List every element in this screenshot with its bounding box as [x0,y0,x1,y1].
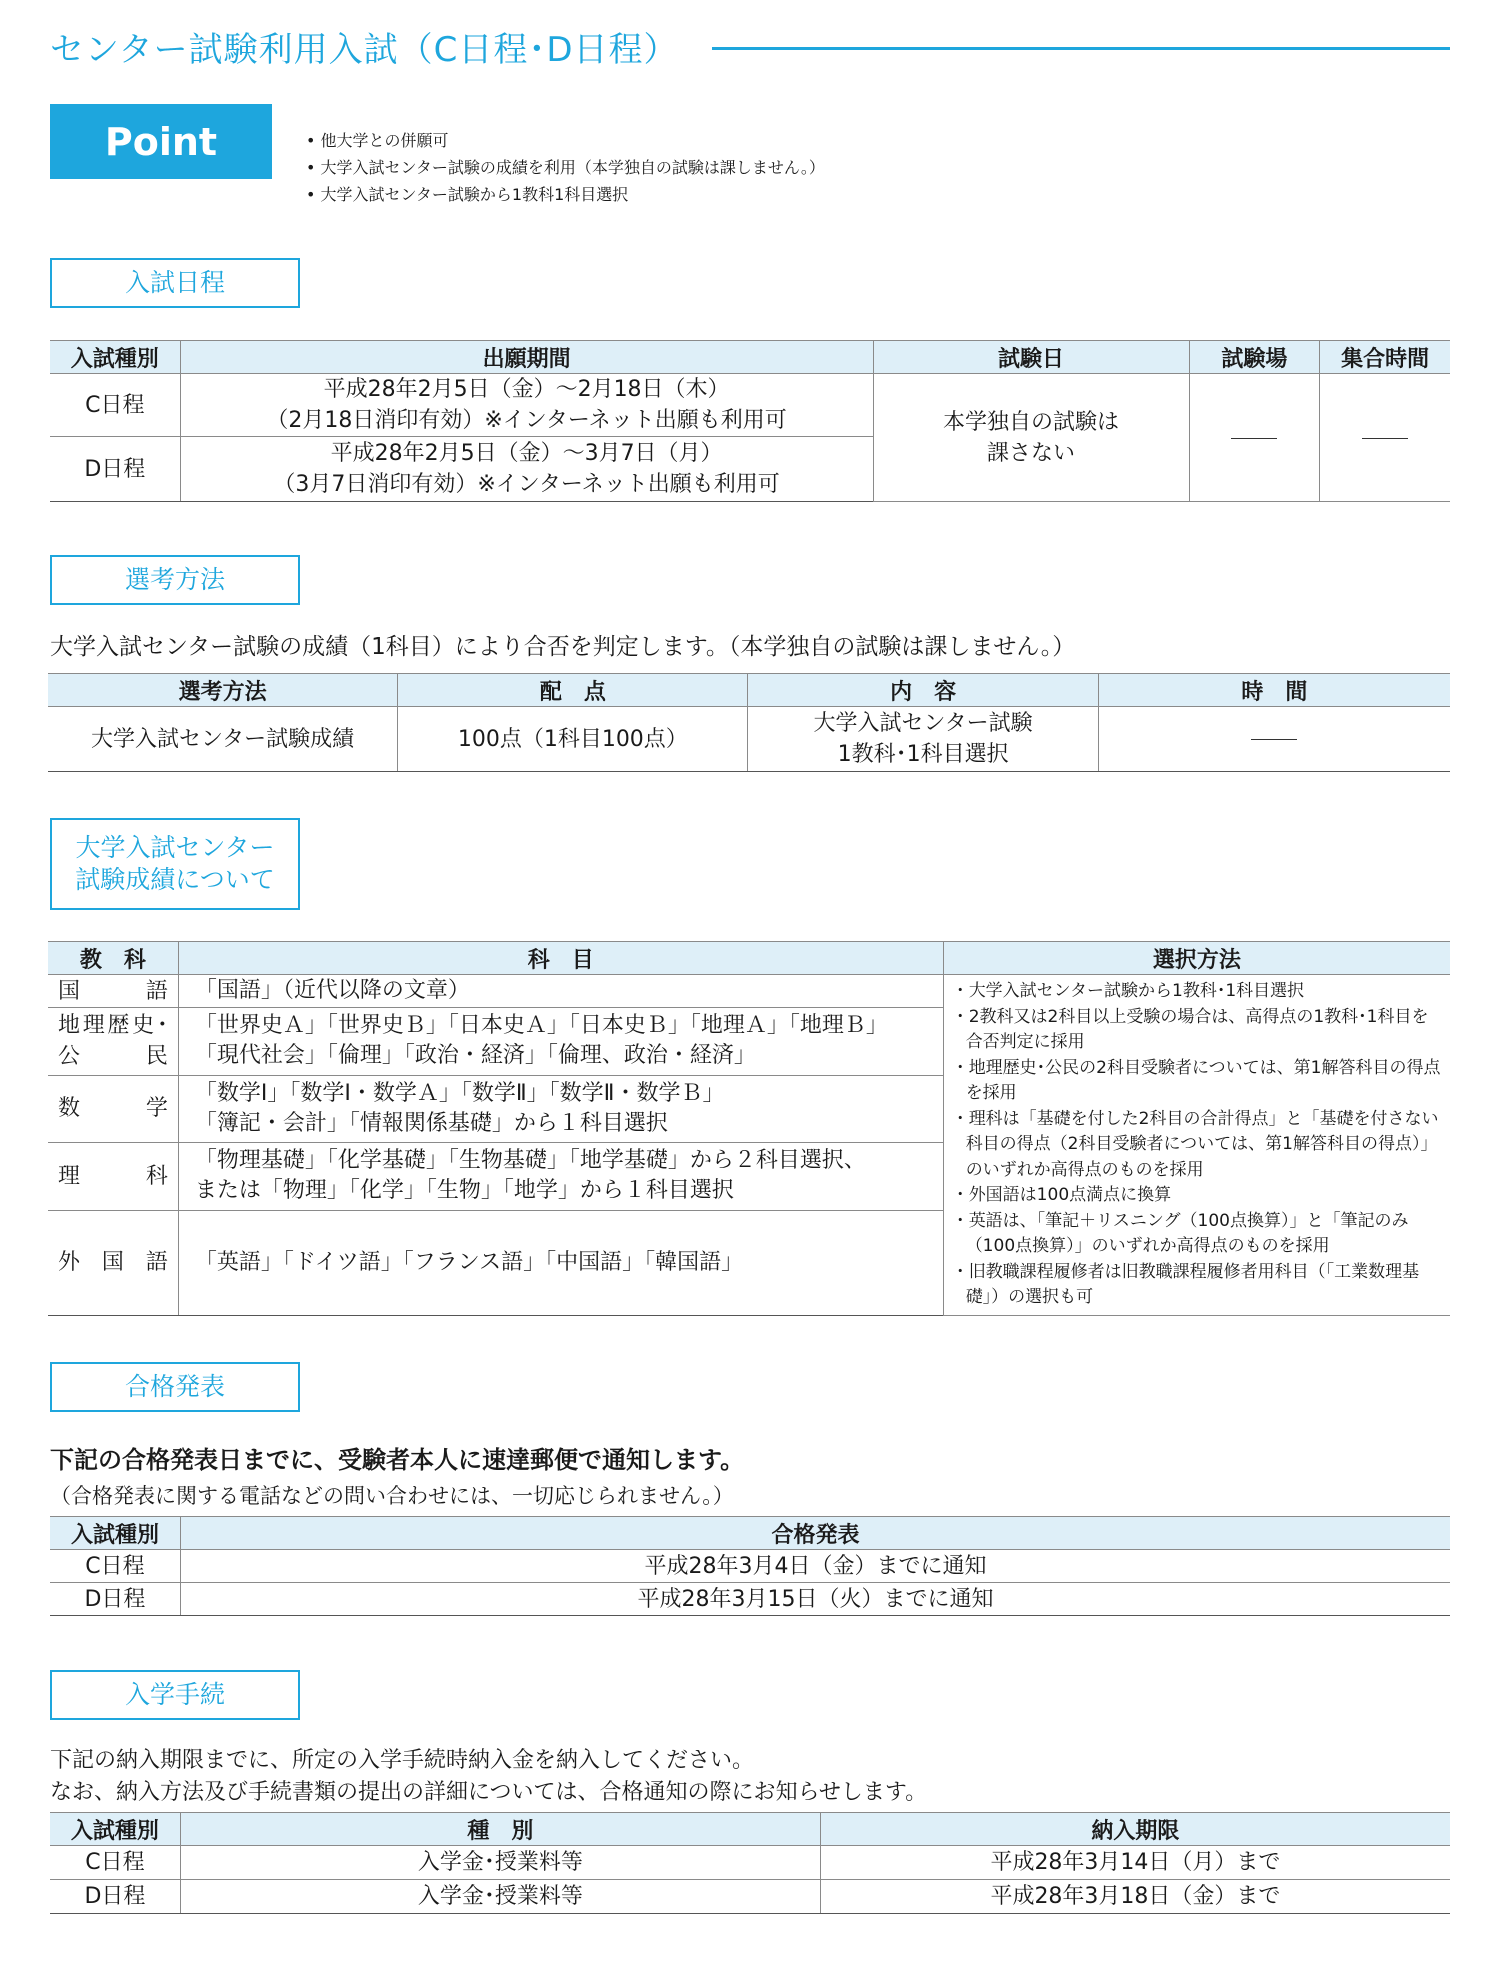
subject-line: 「現代社会」「倫理」「政治・経済」「倫理、政治・経済」 [194,1043,756,1069]
method-item: ・ 外国語は100点満点に換算 [952,1183,1442,1209]
period-line: 平成28年2月5日（金）～3月7日（月） [330,441,723,466]
exam-type: D日程 [50,1583,180,1616]
exam-day-line: 課さない [987,440,1076,466]
method: 大学入試センター試験成績 [48,707,398,772]
col-header: 選択方法 [943,942,1450,975]
col-header: 内 容 [748,674,1098,707]
table-row [50,1550,1450,1583]
method-item: ・ 理科は「基礎を付した2科目の合計得点」と「基礎を付さない科目の得点（2科目受験者については、第1解答科目の得点）」のいずれか高得点のものを採用 [952,1107,1442,1184]
announce-note: （合格発表に関する電話などの問い合わせには、一切応じられません。） [50,1484,734,1508]
announce-table [50,1516,1450,1616]
subject-category: 理科 [48,1143,178,1210]
exam-type: D日程 [50,1880,180,1914]
method-item: ・ 2教科又は2科目以上受験の場合は、高得点の1教科･1科目を合否判定に採用 [952,1005,1442,1056]
content-line: 大学入試センター試験 [813,711,1033,736]
schedule-table [50,340,1450,502]
table-row [48,707,1450,772]
enroll-intro-1: 下記の納入期限までに、所定の入学手続時納入金を納入してください。 [50,1748,755,1773]
exam-day [873,374,1189,502]
fee-kind: 入学金･授業料等 [180,1846,820,1880]
exam-type: D日程 [50,437,180,502]
col-header: 試験場 [1189,341,1320,374]
enroll-intro-2: なお、納入方法及び手続書類の提出の詳細については、合格通知の際にお知らせします。 [50,1780,928,1805]
col-header: 集合時間 [1320,341,1450,374]
exam-day-line: 本学独自の試験は [943,409,1120,435]
section-label-line: 試験成績について [75,865,275,894]
selection-table [48,673,1450,772]
exam-type: C日程 [50,1550,180,1583]
subject-line: 「物理基礎」「化学基礎」「生物基礎」「地学基礎」から２科目選択、 [194,1148,866,1174]
subject-line: または「物理」「化学」「生物」「地学」から１科目選択 [194,1178,734,1204]
content [748,707,1098,772]
announce-date: 平成28年3月4日（金）までに通知 [180,1550,1450,1583]
subject-category: 外国語 [48,1210,178,1315]
exam-type: C日程 [50,1846,180,1880]
section-label-center [50,818,300,910]
period-line: （2月18日消印有効）※インターネット出願も利用可 [266,408,787,433]
application-period [180,374,873,437]
selection-method [943,975,1450,1316]
table-row [50,374,1450,437]
selection-intro: 大学入試センター試験の成績（1科目）により合否を判定します。（本学独自の試験は課しません。） [50,634,1076,660]
subject-line: 「数学Ⅰ」「数学Ⅰ・数学Ａ」「数学Ⅱ」「数学Ⅱ・数学Ｂ」 [194,1080,725,1106]
col-header: 出願期間 [180,341,873,374]
content-line: 1教科･1科目選択 [837,742,1009,767]
col-header: 科 目 [178,942,943,975]
subject-line: 「簿記・会計」「情報関係基礎」から１科目選択 [194,1110,668,1136]
application-period [180,437,873,502]
table-row [48,975,1450,1008]
subject-list [178,1008,943,1075]
exam-type: C日程 [50,374,180,437]
col-header: 種 別 [180,1813,820,1846]
point-item: • 大学入試センター試験から1教科1科目選択 [306,181,825,208]
dash [1231,438,1277,439]
col-header: 入試種別 [50,341,180,374]
category-line: 公民 [58,1044,168,1070]
table-row [50,1583,1450,1616]
deadline: 平成28年3月18日（金）まで [820,1880,1450,1914]
section-label-announcement: 合格発表 [50,1362,300,1412]
announce-date: 平成28年3月15日（火）までに通知 [180,1583,1450,1616]
col-header: 配 点 [398,674,748,707]
point-badge: Point [50,104,272,179]
fee-kind: 入学金･授業料等 [180,1880,820,1914]
point-item: • 大学入試センター試験の成績を利用（本学独自の試験は課しません。） [306,154,825,181]
col-header: 選考方法 [48,674,398,707]
dash [1362,438,1408,439]
enroll-table [50,1812,1450,1914]
period-line: 平成28年2月5日（金）～2月18日（木） [323,377,730,402]
method-item: ・ 地理歴史･公民の2科目受験者については、第1解答科目の得点を採用 [952,1056,1442,1107]
col-header: 合格発表 [180,1517,1450,1550]
section-label-line: 大学入試センター [75,833,275,862]
table-row [50,1846,1450,1880]
announce-intro: 下記の合格発表日までに、受験者本人に速達郵便で通知します。 [50,1446,745,1474]
deadline: 平成28年3月14日（月）まで [820,1846,1450,1880]
points: 100点（1科目100点） [398,707,748,772]
period-line: （3月7日消印有効）※インターネット出願も利用可 [273,472,780,497]
point-list [306,127,825,208]
section-label-enrollment: 入学手続 [50,1670,300,1720]
subject-category: 国語 [48,975,178,1008]
time [1098,707,1450,772]
subject-category: 数学 [48,1075,178,1142]
subjects-table [48,941,1450,1316]
venue [1189,374,1320,502]
method-item: ・ 大学入試センター試験から1教科･1科目選択 [952,979,1442,1005]
subject-list [178,1143,943,1210]
subject-list: 「英語」「ドイツ語」「フランス語」「中国語」「韓国語」 [178,1210,943,1315]
col-header: 試験日 [873,341,1189,374]
method-item: ・ 旧教職課程履修者は旧教職課程履修者用科目（「工業数理基礎」）の選択も可 [952,1260,1442,1311]
table-row [50,1880,1450,1914]
subject-list [178,1075,943,1142]
dash [1251,739,1297,740]
section-label-schedule: 入試日程 [50,258,300,308]
subject-list: 「国語」（近代以降の文章） [178,975,943,1008]
point-item: • 他大学との併願可 [306,127,825,154]
col-header: 入試種別 [50,1517,180,1550]
subject-line: 「世界史Ａ」「世界史Ｂ」「日本史Ａ」「日本史Ｂ」「地理Ａ」「地理Ｂ」 [194,1013,888,1039]
col-header: 時 間 [1098,674,1450,707]
category-line: 地理歴史･ [58,1013,168,1039]
assembly-time [1320,374,1450,502]
method-item: ・ 英語は、「筆記＋リスニング（100点換算）」と「筆記のみ（100点換算）」のいずれか高得点のものを採用 [952,1209,1442,1260]
col-header: 教 科 [48,942,178,975]
title-rule [712,47,1450,50]
col-header: 入試種別 [50,1813,180,1846]
page-title: センター試験利用入試（C日程･D日程） [50,30,679,70]
col-header: 納入期限 [820,1813,1450,1846]
subject-category [48,1008,178,1075]
section-label-selection: 選考方法 [50,555,300,605]
